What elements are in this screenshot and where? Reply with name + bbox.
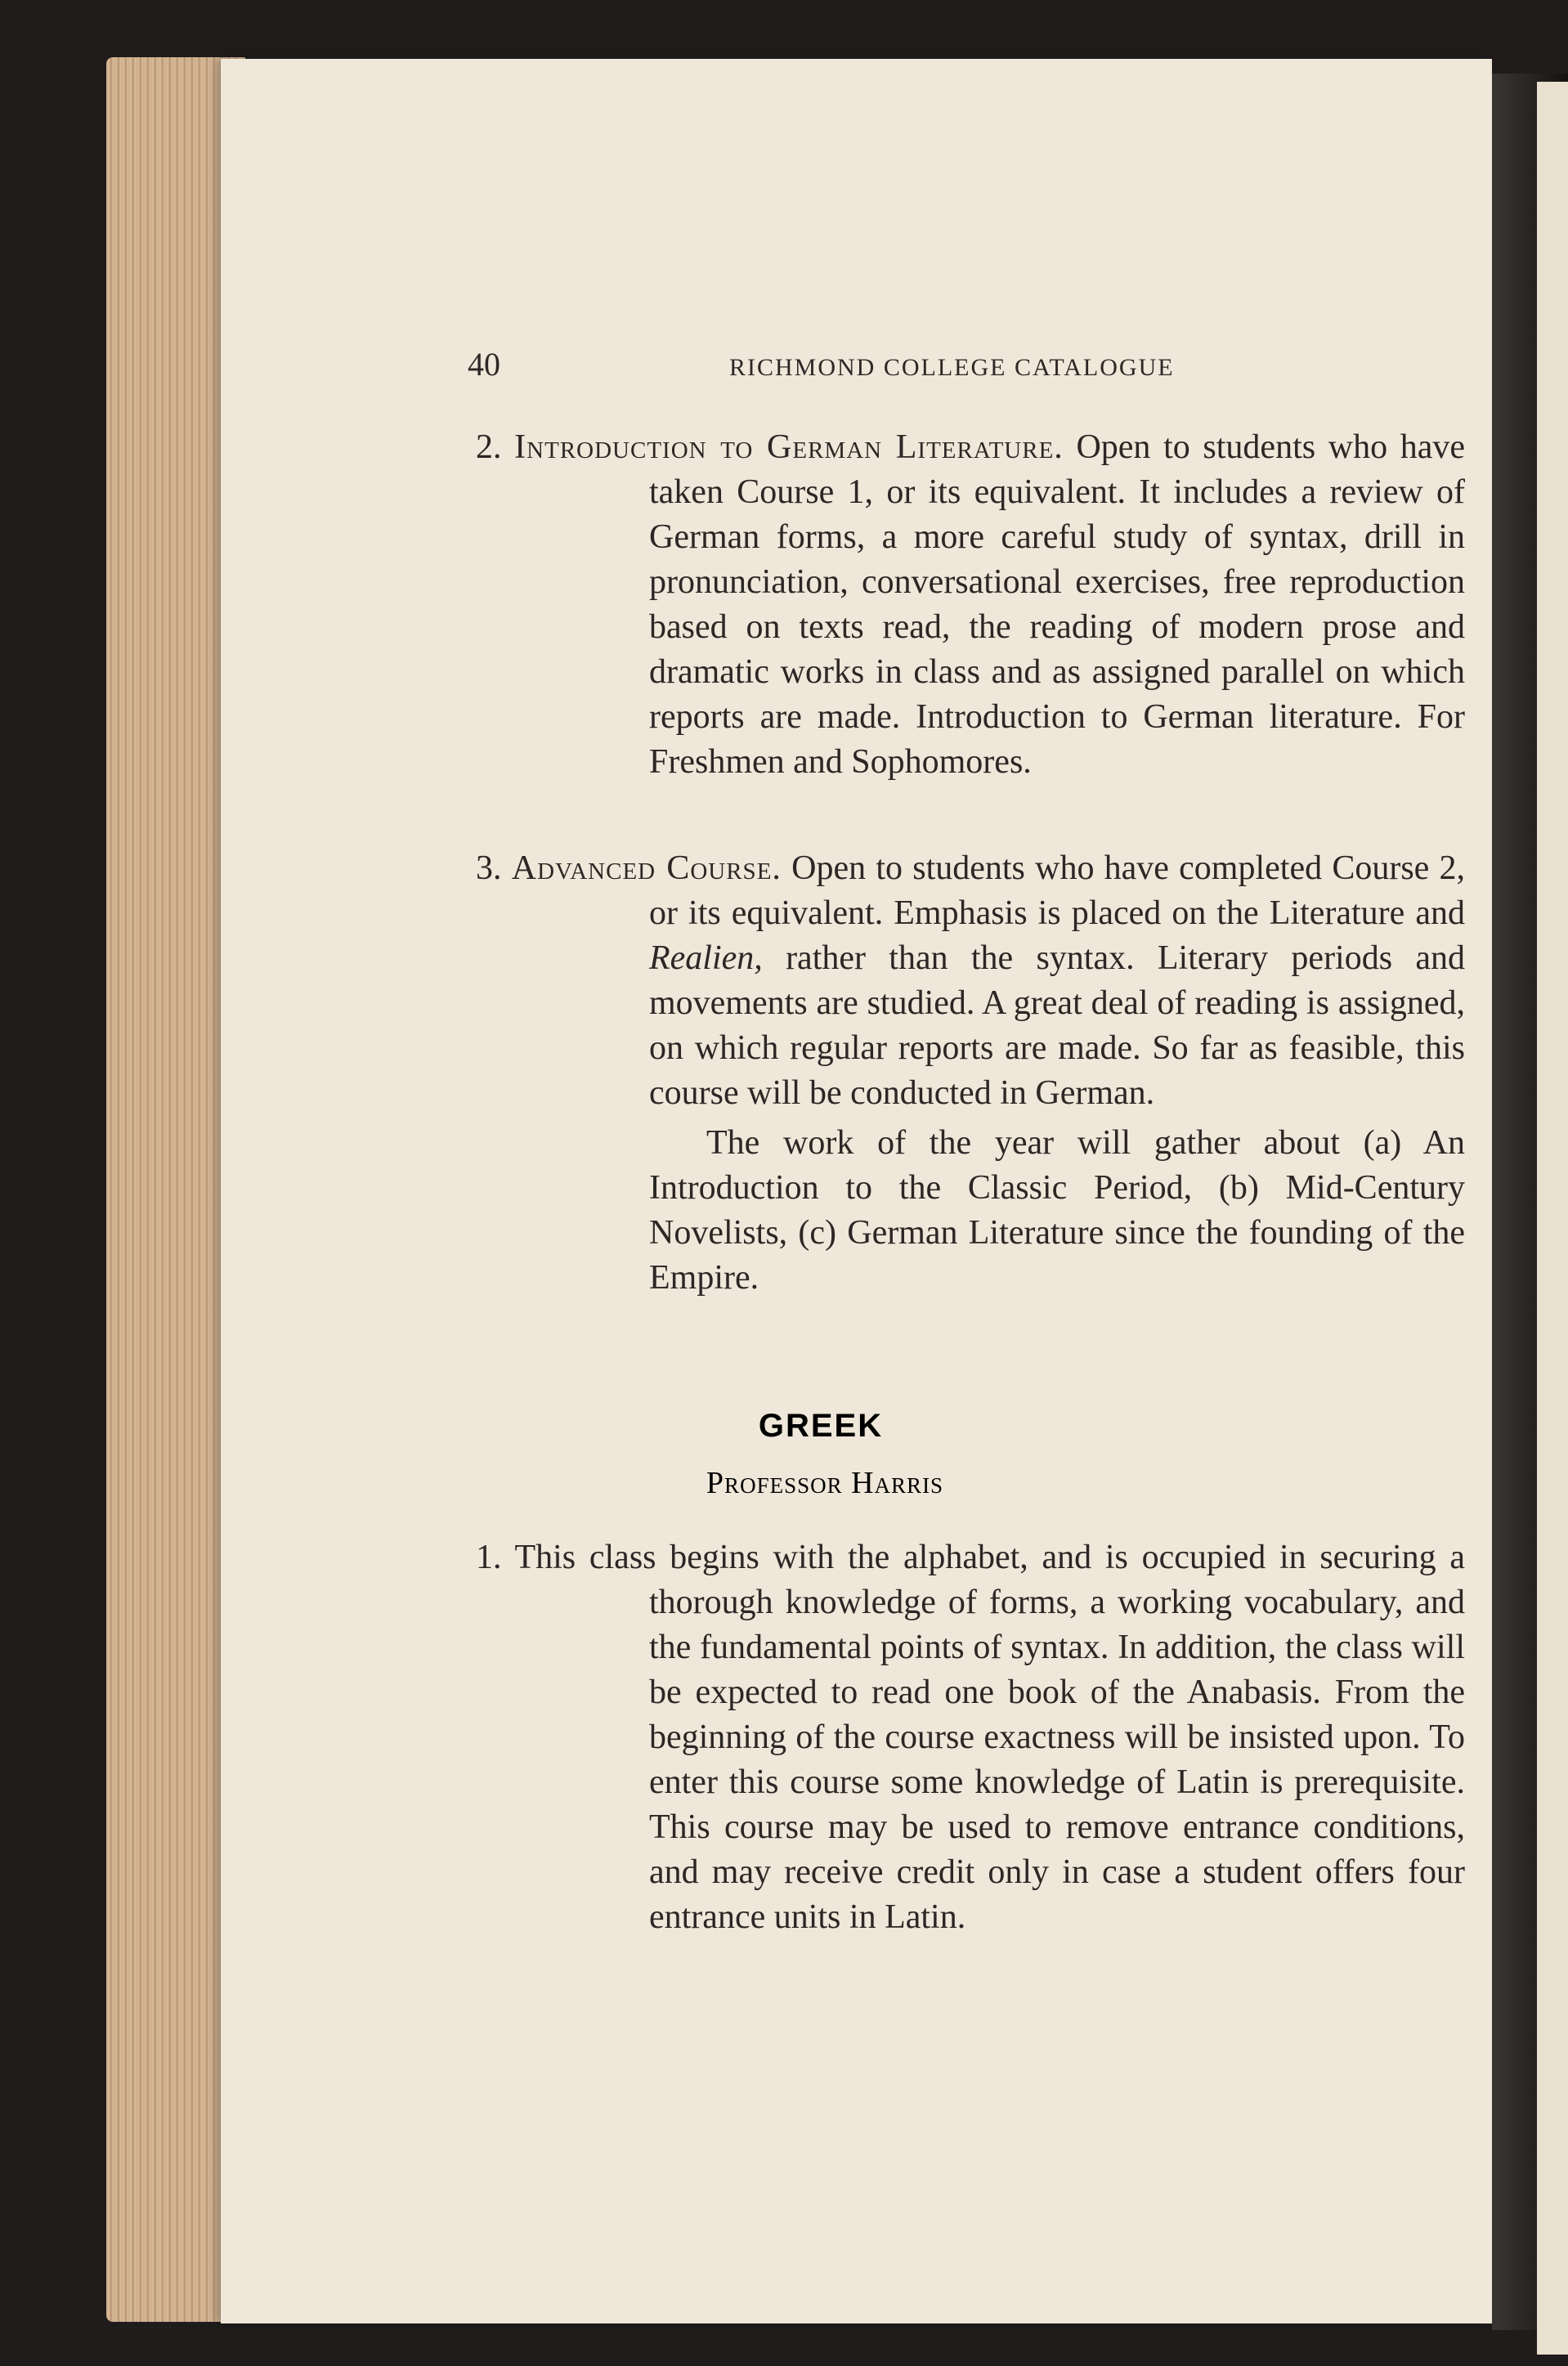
section-title: GREEK xyxy=(758,1408,884,1444)
course-heading: Introduction to German Literature. xyxy=(514,428,1064,466)
facing-page-edge xyxy=(1537,82,1568,2355)
course-entry-3 xyxy=(476,846,1465,1301)
greek-course-entry-1 xyxy=(476,1535,1465,1940)
course-text-before: Open to students who have completed Course 2, or its equivalent. Emphasis is placed on the Literature and xyxy=(649,849,1466,932)
course-number: 2. xyxy=(476,428,502,466)
page-number: 40 xyxy=(468,346,500,383)
course-paragraph xyxy=(476,846,1465,1116)
course-text: This class begins with the alphabet, and is occupied in securing a thorough knowledge of forms, a working vocabulary, and the fundamental points of syntax. In addition, the class will be expected to read one book of the Anabasis. From the beginning of the course exactness will be insisted upon. To enter this course some knowledge of Latin is prerequisite. This course may be used to remove entrance conditions, and may receive credit only in case a student offers four entrance units in Latin. xyxy=(514,1539,1465,1936)
course-heading: Advanced Course. xyxy=(511,849,782,887)
course-paragraph xyxy=(476,425,1465,785)
course-text: Open to students who have taken Course 1, or its equivalent. It includes a review of German forms, a more careful study of syntax, drill in pronunciation, conversational exercises, free reproduction based on texts read, the reading of modern prose and dramatic works in class and as assigned parallel on which reports are made. Introduction to German literature. For Freshmen and Sophomores. xyxy=(649,428,1466,781)
course-entry-2 xyxy=(476,425,1465,785)
professor-name: Professor Harris xyxy=(706,1466,944,1500)
course-italic-word: Realien, xyxy=(649,939,763,977)
course-number: 3. xyxy=(476,849,502,887)
course-number: 1. xyxy=(476,1539,502,1576)
course-paragraph xyxy=(476,1535,1465,1940)
course-followup-paragraph: The work of the year will gather about (a) An Introduction to the Classic Period, (b) Mid-Century Novelists, (c) German Literature since the founding of the Empire. xyxy=(649,1124,1465,1297)
running-title: RICHMOND COLLEGE CATALOGUE xyxy=(729,354,1175,381)
course-text-after: rather than the syntax. Literary periods and movements are studied. A great deal of reading is assigned, on which regular reports are made. So far as feasible, this course will be conducted in German. xyxy=(649,939,1465,1112)
